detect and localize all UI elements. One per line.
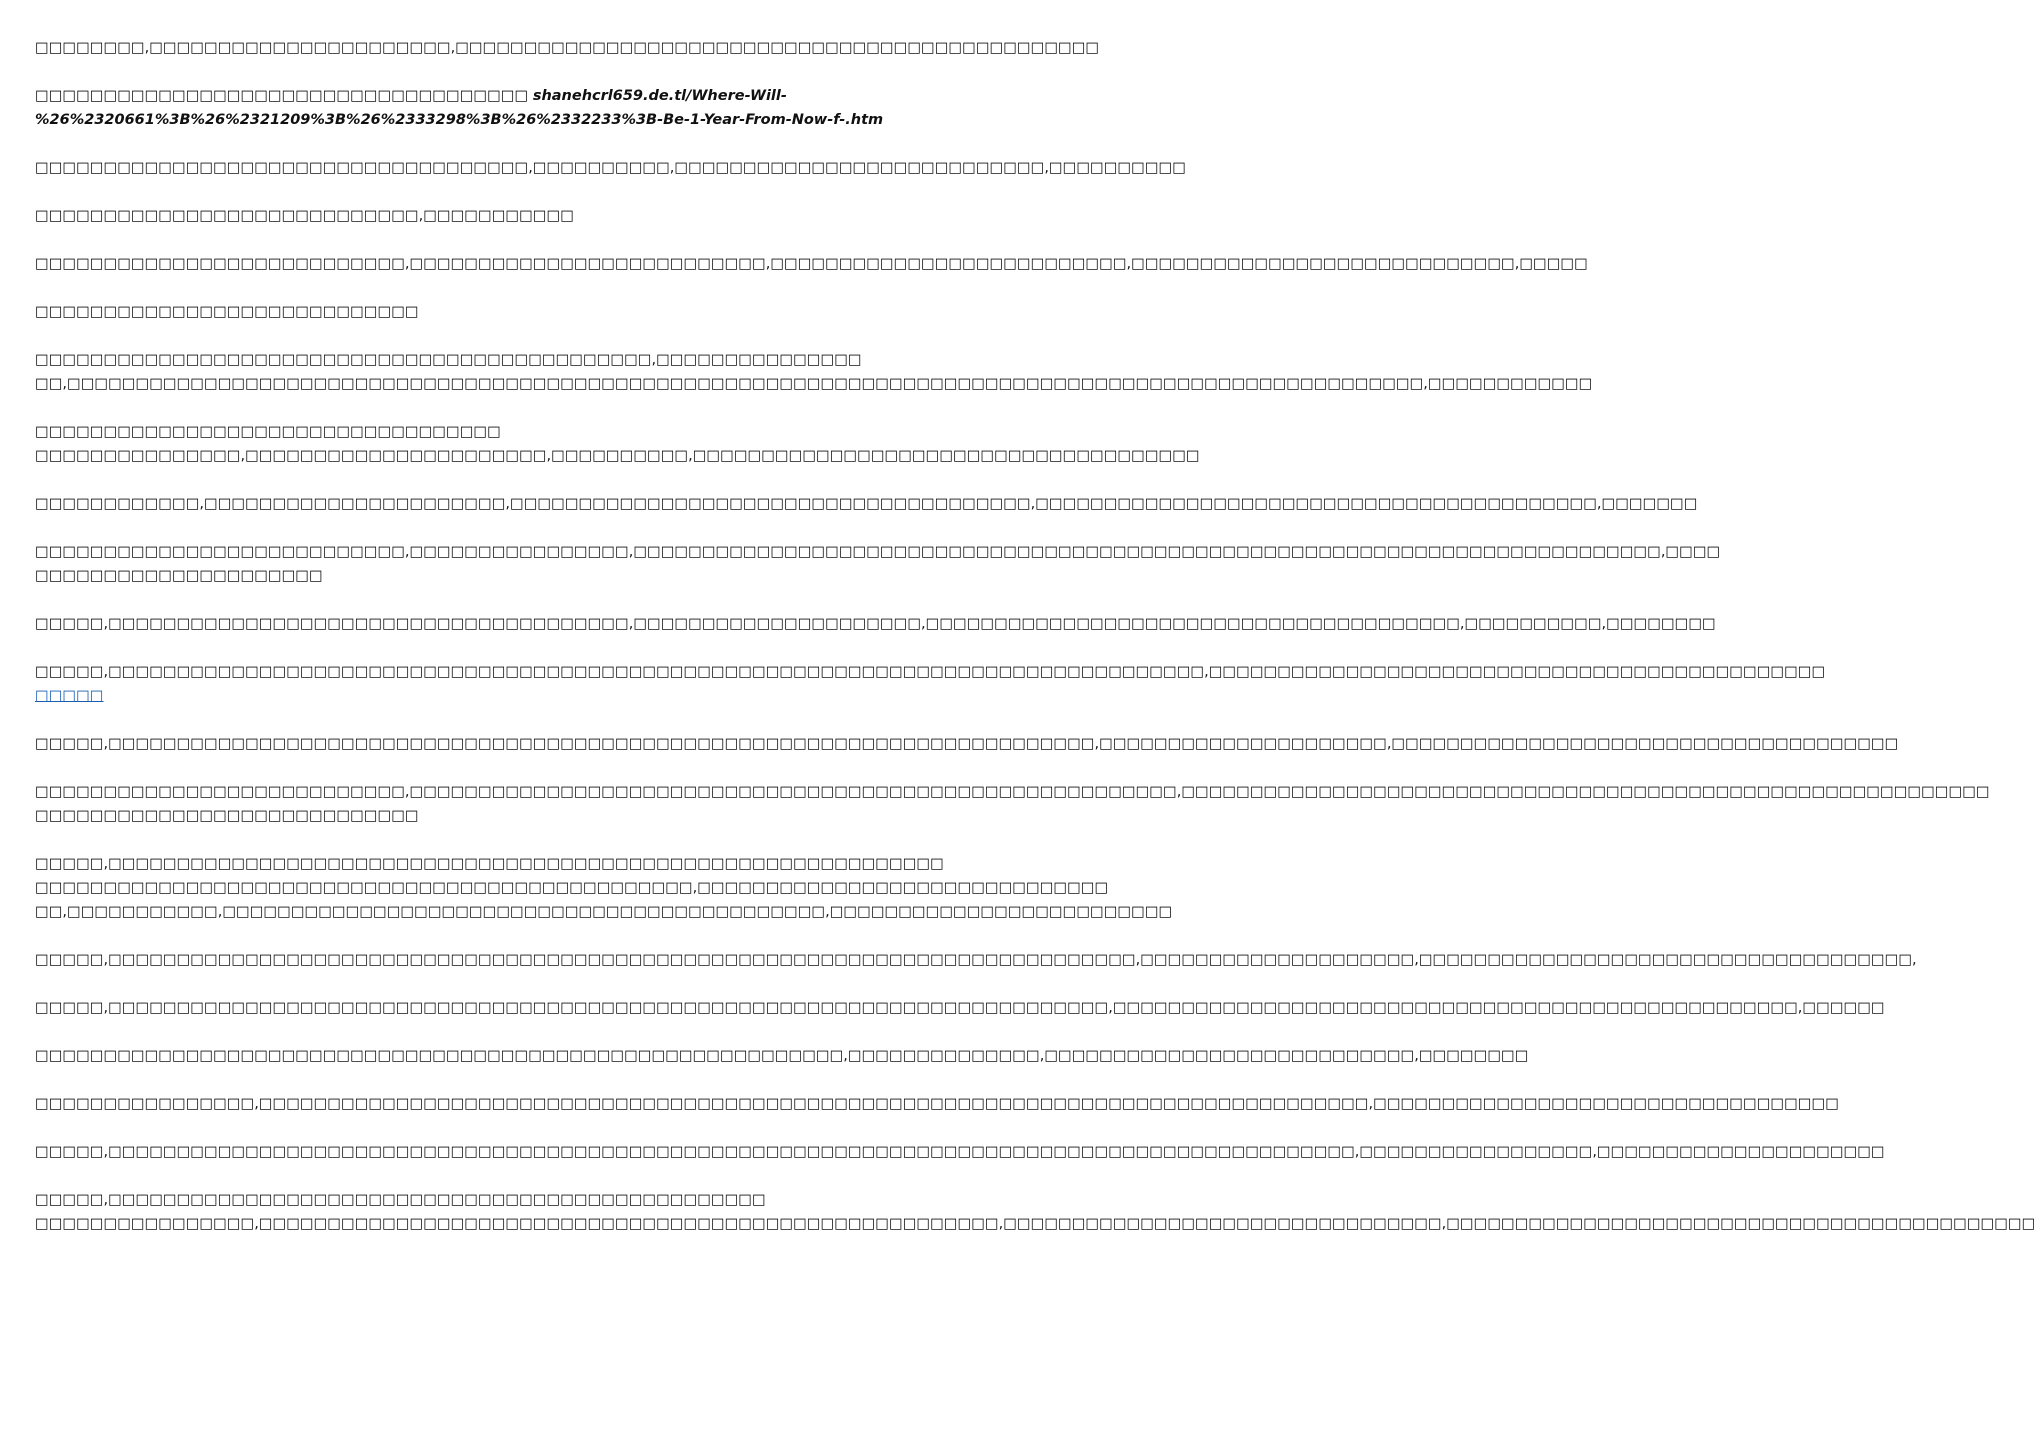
paragraph-7: □□□□□□□□□□□□□□□□□□□□□□□□□□□□□□□□□□□□□□□□□□□□□,□□□□□□□□□□□□□□□ □□,□□□□□□□□□□□□□□□□□□□□□□□□□□□□□□□□□□□□□□□□□□□□□□□□□□□□□□□□□□□□□□□□□□□□□□□□□□□□□□□□□□□□□□□□□□□□□□□□□□□,□□□□□□□□□□□□ [35,352,1593,392]
paragraph-11: □□□□□,□□□□□□□□□□□□□□□□□□□□□□□□□□□□□□□□□□□□□□,□□□□□□□□□□□□□□□□□□□□□,□□□□□□□□□□□□□□□□□□□□□□□□□□□□□□□□□□□□□□□,□□□□□□□□□□,□□□□□□□□ [35,616,1716,632]
paragraph-12: □□□□□,□□□□□□□□□□□□□□□□□□□□□□□□□□□□□□□□□□□□□□□□□□□□□□□□□□□□□□□□□□□□□□□□□□□□□□□□□□□□□□□□,□□□□□□□□□□□□□□□□□□□□□□□□□□□□□□□□□□□□□□□□□□□□□ □□□□□ [35,664,1826,704]
paragraph-19: □□□□□□□□□□□□□□□□,□□□□□□□□□□□□□□□□□□□□□□□□□□□□□□□□□□□□□□□□□□□□□□□□□□□□□□□□□□□□□□□□□□□□□□□□□□□□□□□□□,□□□□□□□□□□□□□□□□□□□□□□□□□□□□□□□□□□ [35,1096,1839,1112]
url-prefix: □□□□□□□□□□□□□□□□□□□□□□□□□□□□□□□□□□□□ [35,88,533,104]
paragraph-21: □□□□□,□□□□□□□□□□□□□□□□□□□□□□□□□□□□□□□□□□□□□□□□□□□□□□□□ □□□□□□□□□□□□□□□□,□□□□□□□□□□□□□□□□□□□□□□□□□□□□□□□□□□□□□□□□□□□□□□□□□□□□□□,□□□□□□□□□□□□□□□□□□□□□□□□□□□□□□□□,□□□□□□□□□□□□□□□□□□□□□□□□□□□□□□□□□□□□□□□□□□□ [35,1192,2035,1232]
url-text-part2[interactable]: %26%2320661%3B%26%2321209%3B%26%2333298%3B%26%2332233%3B-Be-1-Year-From-Now-f-.htm [35,112,884,128]
paragraph-8: □□□□□□□□□□□□□□□□□□□□□□□□□□□□□□□□□□ □□□□□□□□□□□□□□□,□□□□□□□□□□□□□□□□□□□□□□,□□□□□□□□□□,□□□□□□□□□□□□□□□□□□□□□□□□□□□□□□□□□□□□□ [35,424,1200,464]
paragraph-20: □□□□□,□□□□□□□□□□□□□□□□□□□□□□□□□□□□□□□□□□□□□□□□□□□□□□□□□□□□□□□□□□□□□□□□□□□□□□□□□□□□□□□□□□□□□□□□□□□,□□□□□□□□□□□□□□□□□,□□□□□□□□□□□□□□□□□□□□□ [35,1144,1885,1160]
paragraph-4: □□□□□□□□□□□□□□□□□□□□□□□□□□□□,□□□□□□□□□□□ [35,208,574,224]
paragraph-16: □□□□□,□□□□□□□□□□□□□□□□□□□□□□□□□□□□□□□□□□□□□□□□□□□□□□□□□□□□□□□□□□□□□□□□□□□□□□□□□□□,□□□□□□□□□□□□□□□□□□□□,□□□□□□□□□□□□□□□□□□□□□□□□□□□□□□□□□□□□, [35,952,1917,968]
paragraph-6: □□□□□□□□□□□□□□□□□□□□□□□□□□□□ [35,304,419,320]
document-body [35,36,2035,1260]
paragraph-9: □□□□□□□□□□□□,□□□□□□□□□□□□□□□□□□□□□□,□□□□□□□□□□□□□□□□□□□□□□□□□□□□□□□□□□□□□□,□□□□□□□□□□□□□□□□□□□□□□□□□□□□□□□□□□□□□□□□□,□□□□□□□ [35,496,1698,512]
paragraph-5: □□□□□□□□□□□□□□□□□□□□□□□□□□□,□□□□□□□□□□□□□□□□□□□□□□□□□□,□□□□□□□□□□□□□□□□□□□□□□□□□□,□□□□□□□□□□□□□□□□□□□□□□□□□□□□,□□□□□ [35,256,1588,272]
paragraph-14: □□□□□□□□□□□□□□□□□□□□□□□□□□□,□□□□□□□□□□□□□□□□□□□□□□□□□□□□□□□□□□□□□□□□□□□□□□□□□□□□□□□□,□□□□□□□□□□□□□□□□□□□□□□□□□□□□□□□□□□□□□□□□□□□□□□□□□□□□□□□□□□□ □□□□□□□□□□□□□□□□□□□□□□□□□□□□ [35,784,1990,824]
url-text-part1[interactable]: shanehcrl659.de.tl/Where-Will- [532,88,787,104]
paragraph-17: □□□□□,□□□□□□□□□□□□□□□□□□□□□□□□□□□□□□□□□□□□□□□□□□□□□□□□□□□□□□□□□□□□□□□□□□□□□□□□□,□□□□□□□□□□□□□□□□□□□□□□□□□□□□□□□□□□□□□□□□□□□□□□□□□□,□□□□□□ [35,1000,1885,1016]
paragraph-13: □□□□□,□□□□□□□□□□□□□□□□□□□□□□□□□□□□□□□□□□□□□□□□□□□□□□□□□□□□□□□□□□□□□□□□□□□□□□□□,□□□□□□□□□□□□□□□□□□□□□,□□□□□□□□□□□□□□□□□□□□□□□□□□□□□□□□□□□□□ [35,736,1899,752]
paragraph-10: □□□□□□□□□□□□□□□□□□□□□□□□□□□,□□□□□□□□□□□□□□□□,□□□□□□□□□□□□□□□□□□□□□□□□□□□□□□□□□□□□□□□□□□□□□□□□□□□□□□□□□□□□□□□□□□□□□□□□□□□,□□□□ □□□□□□□□□□□□□□□□□□□□□ [35,544,1721,584]
paragraph-1: □□□□□□□□,□□□□□□□□□□□□□□□□□□□□□□,□□□□□□□□□□□□□□□□□□□□□□□□□□□□□□□□□□□□□□□□□□□□□□□ [35,40,1100,56]
paragraph-3: □□□□□□□□□□□□□□□□□□□□□□□□□□□□□□□□□□□□,□□□□□□□□□□,□□□□□□□□□□□□□□□□□□□□□□□□□□□,□□□□□□□□□□ [35,160,1186,176]
paragraph-18: □□□□□□□□□□□□□□□□□□□□□□□□□□□□□□□□□□□□□□□□□□□□□□□□□□□□□□□□□□□,□□□□□□□□□□□□□□,□□□□□□□□□□□□□□□□□□□□□□□□□□□,□□□□□□□□ [35,1048,1529,1064]
paragraph-15: □□□□□,□□□□□□□□□□□□□□□□□□□□□□□□□□□□□□□□□□□□□□□□□□□□□□□□□□□□□□□□□□□□□ □□□□□□□□□□□□□□□□□□□□□□□□□□□□□□□□□□□□□□□□□□□□□□□□,□□□□□□□□□□□□□□□□□□□□□□□□□□□□□□ □□,□□□□□□□□□□□,□□□□□□□□□□□□□□□□□□□□□□□□□□□□□□□□□□□□□□□□□□□□,□□□□□□□□□□□□□□□□□□□□□□□□□ [35,856,1173,920]
inline-link[interactable]: □□□□□ [35,688,104,704]
paragraph-url [35,84,990,132]
